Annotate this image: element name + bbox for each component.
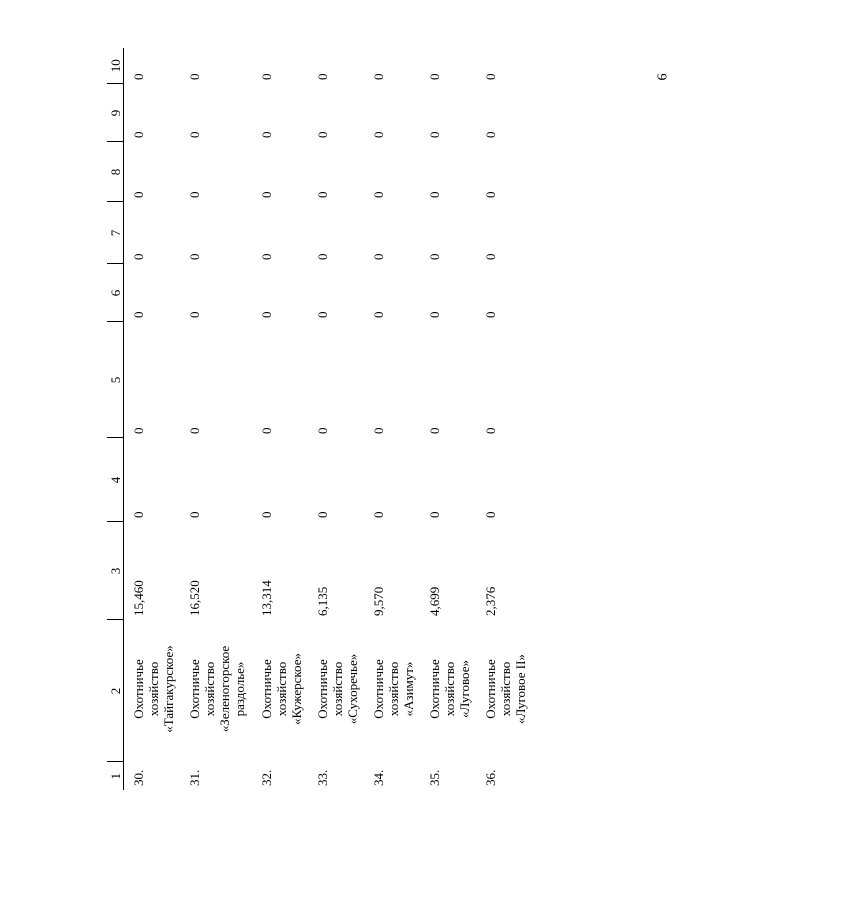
cell-c5: 0: [482, 427, 498, 434]
cell-c7: 0: [370, 253, 386, 260]
cell-c9: 0: [258, 131, 274, 138]
hunting-ground-name: [180, 620, 252, 762]
hunting-ground-name: [124, 620, 180, 762]
cell-c10: 0: [482, 73, 498, 80]
column-header-2: 2: [107, 620, 124, 762]
cell-c7: 0: [482, 253, 498, 260]
table-row: [364, 48, 420, 790]
cell-c7: 0: [258, 253, 274, 260]
cell-c6: 0: [258, 311, 274, 318]
cell-c5: 0: [258, 427, 274, 434]
hunting-ground-name: [420, 620, 476, 762]
row-number: 32.: [258, 769, 274, 786]
column-header-3: 3: [107, 522, 124, 620]
cell-c10: 0: [314, 73, 330, 80]
cell-c6: 0: [186, 311, 202, 318]
cell-c5: 0: [314, 427, 330, 434]
name-line: Охотничье: [131, 659, 146, 719]
rotated-table: [107, 48, 565, 790]
name-line: «Сухоречье»: [344, 653, 360, 725]
cell-c10: 0: [258, 73, 274, 80]
name-line: «Азимут»: [400, 661, 416, 717]
cell-c3: 9,570: [370, 586, 386, 616]
name-line: «Тайгакурское»: [161, 645, 176, 733]
column-header-9: 9: [107, 84, 124, 142]
row-number: 33.: [314, 769, 330, 786]
table-row: [420, 48, 476, 790]
cell-c6: 0: [314, 311, 330, 318]
name-line: хозяйство: [385, 661, 401, 717]
cell-c6: 0: [482, 311, 498, 318]
cell-c7: 0: [426, 253, 442, 260]
cell-c10: 0: [426, 73, 442, 80]
name-line: Охотничье: [370, 659, 386, 719]
cell-c3: 15,460: [131, 580, 146, 616]
name-line: Охотничье: [186, 659, 202, 719]
name-line: хозяйство: [441, 661, 457, 717]
cell-c6: 0: [131, 311, 146, 318]
cell-c8: 0: [258, 191, 274, 198]
cell-c5: 0: [370, 427, 386, 434]
table-row: [476, 48, 532, 790]
cell-c9: 0: [370, 131, 386, 138]
name-line: «Зеленогорское: [216, 645, 232, 733]
cell-c8: 0: [370, 191, 386, 198]
cell-c9: 0: [314, 131, 330, 138]
table-row: [180, 48, 252, 790]
cell-c8: 0: [131, 191, 146, 198]
cell-c9: 0: [482, 131, 498, 138]
cell-c4: 0: [482, 511, 498, 518]
name-line: хозяйство: [273, 661, 289, 717]
table-row: [308, 48, 364, 790]
row-number: 36.: [482, 769, 498, 786]
table-row: [124, 48, 180, 790]
column-header-5: 5: [107, 322, 124, 438]
row-number: 30.: [131, 769, 146, 786]
cell-c10: 0: [131, 73, 146, 80]
cell-c3: 16,520: [186, 580, 202, 616]
row-number: 35.: [426, 769, 442, 786]
column-header-10: 10: [107, 48, 124, 84]
cell-c10: 0: [186, 73, 202, 80]
hunting-ground-name: [476, 620, 532, 762]
cell-c3: 13,314: [258, 580, 274, 616]
cell-c3: 2,376: [482, 586, 498, 616]
cell-c8: 0: [314, 191, 330, 198]
cell-c7: 0: [186, 253, 202, 260]
cell-c4: 0: [426, 511, 442, 518]
cell-c3: 4,699: [426, 586, 442, 616]
name-line: хозяйство: [146, 661, 161, 717]
cell-c9: 0: [131, 131, 146, 138]
cell-c9: 0: [426, 131, 442, 138]
name-line: Охотничье: [314, 659, 330, 719]
cell-c5: 0: [186, 427, 202, 434]
cell-c4: 0: [186, 511, 202, 518]
cell-c4: 0: [314, 511, 330, 518]
page-number: 6: [655, 73, 671, 81]
cell-c10: 0: [370, 73, 386, 80]
cell-c6: 0: [370, 311, 386, 318]
column-header-6: 6: [107, 264, 124, 322]
row-number: 34.: [370, 769, 386, 786]
name-line: хозяйство: [497, 661, 513, 717]
name-line: Охотничье: [482, 659, 498, 719]
cell-c4: 0: [370, 511, 386, 518]
hunting-ground-name: [308, 620, 364, 762]
data-table: [107, 48, 532, 790]
hunting-ground-name: [364, 620, 420, 762]
cell-c3: 6,135: [314, 586, 330, 616]
cell-c4: 0: [258, 511, 274, 518]
column-header-1: 1: [107, 762, 124, 790]
column-header-7: 7: [107, 202, 124, 264]
name-line: раздолье»: [231, 661, 247, 717]
name-line: Охотничье: [258, 659, 274, 719]
column-header-8: 8: [107, 142, 124, 202]
name-line: «Луговое II»: [512, 654, 528, 724]
column-header-4: 4: [107, 438, 124, 522]
name-line: хозяйство: [201, 661, 217, 717]
hunting-ground-name: [252, 620, 308, 762]
name-line: «Луговое»: [456, 660, 472, 718]
cell-c8: 0: [426, 191, 442, 198]
row-number: 31.: [186, 769, 202, 786]
cell-c4: 0: [131, 511, 146, 518]
table-header-row: [107, 48, 124, 790]
cell-c5: 0: [131, 427, 146, 434]
cell-c8: 0: [186, 191, 202, 198]
name-line: хозяйство: [329, 661, 345, 717]
name-line: Охотничье: [426, 659, 442, 719]
name-line: «Кужерское»: [288, 653, 304, 725]
cell-c6: 0: [426, 311, 442, 318]
table-row: [252, 48, 308, 790]
cell-c9: 0: [186, 131, 202, 138]
cell-c7: 0: [314, 253, 330, 260]
cell-c5: 0: [426, 427, 442, 434]
cell-c8: 0: [482, 191, 498, 198]
cell-c7: 0: [131, 253, 146, 260]
